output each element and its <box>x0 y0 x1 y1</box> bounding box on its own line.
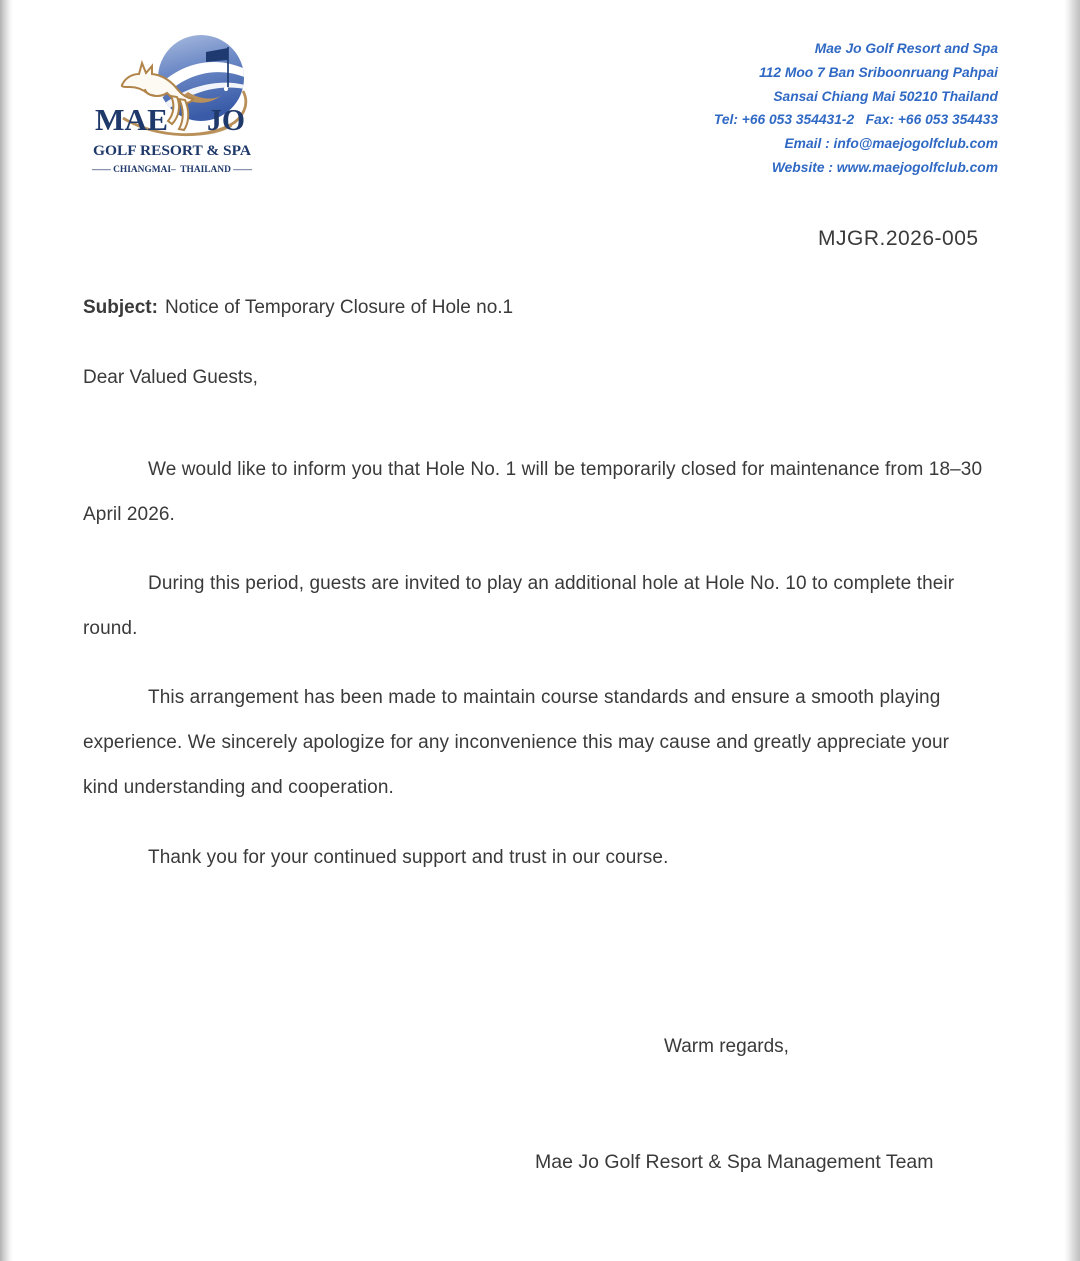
paragraph-apology: This arrangement has been made to maintain course standards and ensure a smooth playing experience. We sincerely apologize for any inconvenience this may cause and greatly appreciate your kind understanding and cooperation. <box>83 687 950 798</box>
maejo-logo-graphic <box>85 26 265 184</box>
paragraph-thanks: Thank you for your continued support and trust in our course. <box>148 847 669 868</box>
logo-subtitle: GOLF RESORT & SPA <box>93 143 252 159</box>
valediction: Warm regards, <box>664 1036 789 1057</box>
subject-text: Notice of Temporary Closure of Hole no.1 <box>164 297 514 318</box>
contact-line-email: Email : info@maejogolfclub.com <box>784 136 998 152</box>
scan-edge-left <box>0 0 13 1261</box>
contact-line-address2: Sansai Chiang Mai 50210 Thailand <box>773 88 998 104</box>
paragraph-closure-notice: We would like to inform you that Hole No. 1 will be temporarily closed for maintenance from 18–30 April 2026. <box>83 459 983 525</box>
logo-title-right: JO <box>207 102 245 137</box>
contact-line-address1: 112 Moo 7 Ban Sriboonruang Pahpai <box>759 64 998 80</box>
contact-line-company: Mae Jo Golf Resort and Spa <box>814 41 998 56</box>
reference-number: MJGR.2026-005 <box>818 227 979 250</box>
maejo-logo <box>85 26 265 184</box>
subject-label: Subject: <box>83 297 158 318</box>
contact-line-website: Website : www.maejogolfclub.com <box>771 159 998 175</box>
scan-edge-right <box>1064 0 1080 1261</box>
paragraph-alternative-hole: During this period, guests are invited to play an additional hole at Hole No. 10 to complete their round. <box>83 573 955 639</box>
salutation: Dear Valued Guests, <box>83 367 258 388</box>
signature: Mae Jo Golf Resort & Spa Management Team <box>535 1151 934 1173</box>
contact-line-tel-fax: Tel: +66 053 354431-2 Fax: +66 053 354433 <box>713 112 998 128</box>
logo-tagline: —— CHIANGMAI– THAILAND —— <box>90 164 253 174</box>
logo-title-left: MAE <box>95 102 168 137</box>
subject-line <box>83 297 513 319</box>
letterhead-contact-block <box>714 37 998 180</box>
